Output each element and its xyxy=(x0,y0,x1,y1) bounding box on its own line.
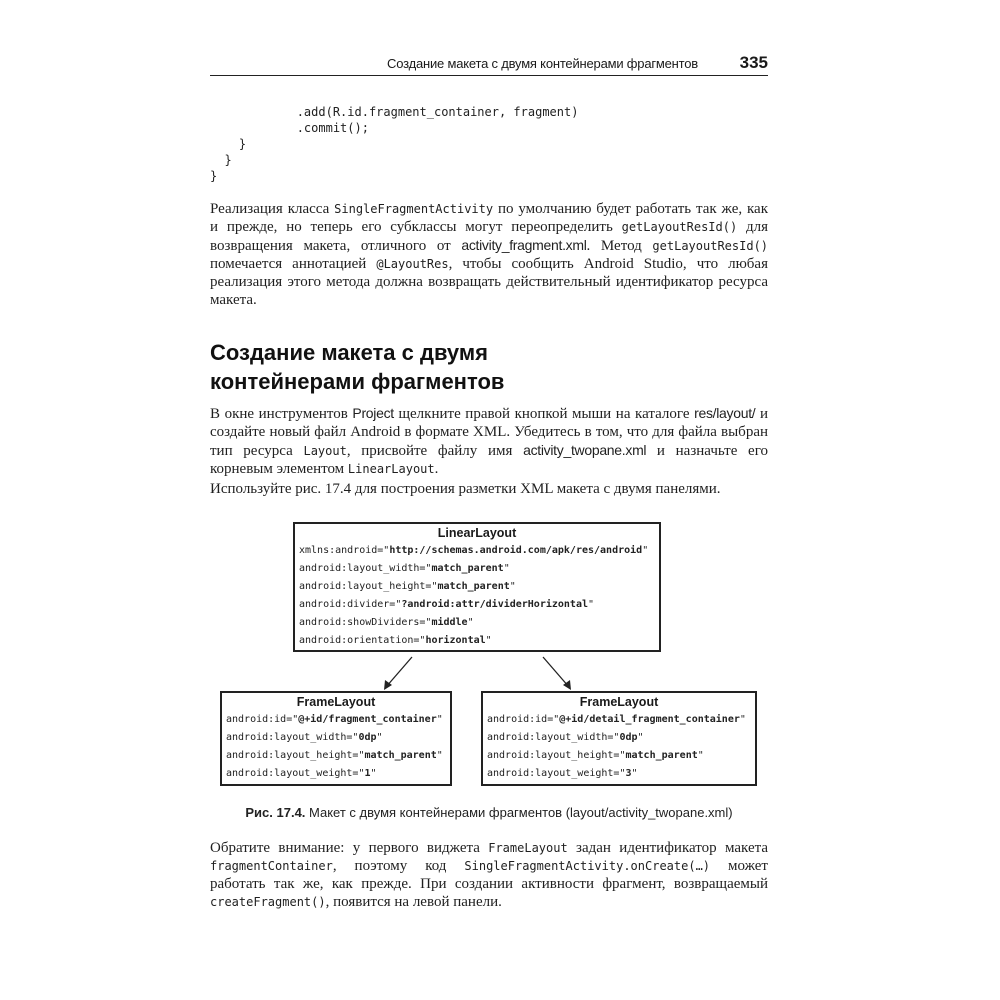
inline-code: fragmentContainer xyxy=(210,859,333,873)
inline-code: createFragment() xyxy=(210,895,326,909)
paragraph-layout-res-id: Реализация класса SingleFragmentActivity по умолчанию будет работать так же, как и прежде, но теперь его субклассы могут переопределить getLayoutResId() для возвращения макета, отличного от activity_fragment.xml. Метод getLayoutResId() помечается аннотацией @LayoutRes, чтобы сообщить Android Studio, что любая реализация этого метода должна возвращать действительный идентификатор ресурса макета. xyxy=(210,201,769,308)
inline-code: FrameLayout xyxy=(488,841,568,855)
xml-attribute: android:layout_height="match_parent" xyxy=(299,581,516,592)
figure-label: Рис. 17.4. xyxy=(245,805,306,820)
file-name: activity_twopane.xml xyxy=(523,442,647,458)
ui-term: Project xyxy=(352,405,394,421)
code-line: } xyxy=(210,153,232,167)
code-line: .add(R.id.fragment_container, fragment) xyxy=(210,105,579,119)
xml-attribute: android:showDividers="middle" xyxy=(299,617,474,628)
xml-attribute: xmlns:android="http://schemas.android.com/apk/res/android" xyxy=(299,545,649,556)
section-heading: Создание макета с двумя контейнерами фрагментов xyxy=(210,340,505,394)
xml-attribute: android:layout_width="0dp" xyxy=(226,732,383,743)
inline-code: @LayoutRes xyxy=(376,257,449,271)
xml-attribute: android:layout_weight="3" xyxy=(487,768,638,779)
page-number: 335 xyxy=(739,53,768,72)
inline-code: SingleFragmentActivity.onCreate(…) xyxy=(464,859,711,873)
paragraph-create-layout: В окне инструментов Project щелкните правой кнопкой мыши на каталоге res/layout/ и создайте новый файл Android в формате XML. Убедитесь в том, что для файла выбран тип ресурса Layout, присвойте файлу имя activity_twopane.xml и назначьте его корневым элементом LinearLayout. xyxy=(210,405,769,477)
directory-name: res/layout/ xyxy=(694,405,756,421)
xml-attribute: android:id="@+id/detail_fragment_container" xyxy=(487,714,746,725)
inline-code: getLayoutResId() xyxy=(652,239,769,253)
frame-layout-left-box xyxy=(220,691,452,786)
xml-attribute: android:layout_width="0dp" xyxy=(487,732,644,743)
file-name: activity_fragment.xml xyxy=(461,237,587,253)
code-line: } xyxy=(210,169,218,183)
paragraph-use-figure: Используйте рис. 17.4 для построения разметки XML макета с двумя панелями. xyxy=(210,481,721,497)
arrow-right xyxy=(543,657,569,687)
arrow-left xyxy=(386,657,412,687)
box-title: FrameLayout xyxy=(296,695,376,709)
xml-attribute: android:layout_height="match_parent" xyxy=(226,750,443,761)
frame-layout-right-box xyxy=(481,691,757,786)
xml-attribute: android:id="@+id/fragment_container" xyxy=(226,714,443,725)
inline-code: SingleFragmentActivity xyxy=(334,202,494,216)
box-title: FrameLayout xyxy=(579,695,659,709)
xml-attribute: android:layout_height="match_parent" xyxy=(487,750,704,761)
xml-attribute: android:divider="?android:attr/dividerHorizontal" xyxy=(299,599,595,610)
xml-attribute: android:layout_width="match_parent" xyxy=(299,563,510,574)
paragraph-note: Обратите внимание: у первого виджета FrameLayout задан идентификатор макета fragmentContainer, поэтому код SingleFragmentActivity.onCreate(…) может работать так же, как прежде. При создании активности фрагмент, возвращаемый createFragment(), появится на левой панели. xyxy=(210,840,769,910)
xml-attribute: android:layout_weight="1" xyxy=(226,768,377,779)
inline-code: Layout xyxy=(303,444,347,458)
running-title: Создание макета с двумя контейнерами фрагментов xyxy=(387,56,698,71)
box-title: LinearLayout xyxy=(437,526,517,540)
figure-caption: Рис. 17.4. Макет с двумя контейнерами фрагментов (layout/activity_twopane.xml) xyxy=(245,805,733,820)
inline-code: getLayoutResId() xyxy=(621,220,738,234)
code-line: } xyxy=(210,137,247,151)
inline-code: LinearLayout xyxy=(347,462,435,476)
xml-attribute: android:orientation="horizontal" xyxy=(299,635,492,646)
code-line: .commit(); xyxy=(210,121,369,135)
